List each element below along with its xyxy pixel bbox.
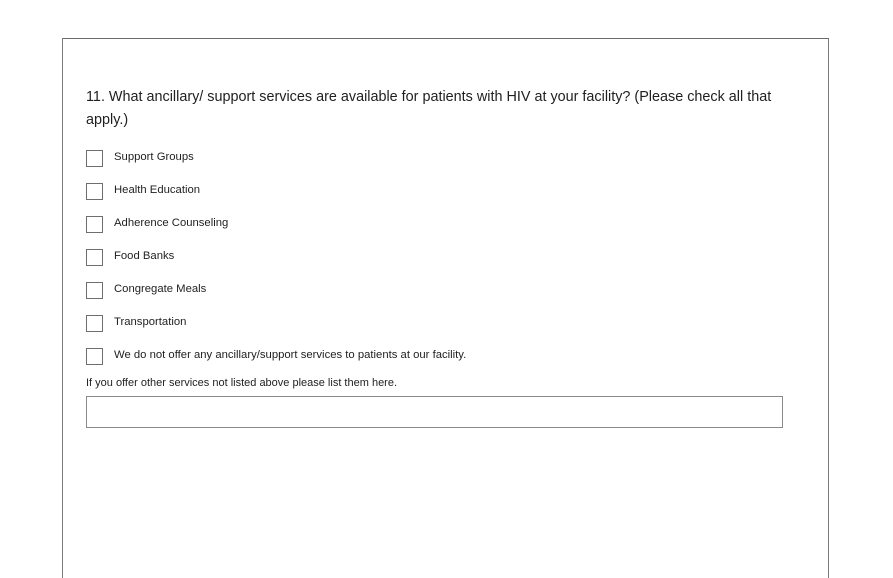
option-label: Congregate Meals bbox=[114, 282, 207, 295]
option-label: We do not offer any ancillary/support services to patients at our facility. bbox=[114, 348, 467, 361]
other-services-label: If you offer other services not listed above please list them here. bbox=[86, 377, 398, 389]
option-label: Adherence Counseling bbox=[114, 216, 229, 229]
checkbox-congregate-meals[interactable] bbox=[86, 282, 103, 299]
checkbox-food-banks[interactable] bbox=[86, 249, 103, 266]
checkbox-transportation[interactable] bbox=[86, 315, 103, 332]
option-congregate-meals[interactable] bbox=[86, 274, 786, 307]
option-label: Food Banks bbox=[114, 249, 175, 262]
option-adherence-counseling[interactable] bbox=[86, 208, 786, 241]
checkbox-adherence-counseling[interactable] bbox=[86, 216, 103, 233]
option-food-banks[interactable] bbox=[86, 241, 786, 274]
option-label: Health Education bbox=[114, 183, 201, 196]
other-services-input[interactable] bbox=[86, 396, 783, 428]
checkbox-no-services[interactable] bbox=[86, 348, 103, 365]
checkbox-support-groups[interactable] bbox=[86, 150, 103, 167]
option-health-education[interactable] bbox=[86, 175, 786, 208]
question-text: 11. What ancillary/ support services are available for patients with HIV at your facility? (Please check all that apply.) bbox=[86, 89, 772, 128]
option-label: Support Groups bbox=[114, 150, 194, 163]
checkbox-health-education[interactable] bbox=[86, 183, 103, 200]
options-list bbox=[86, 142, 786, 373]
option-no-services[interactable] bbox=[86, 340, 786, 373]
option-label: Transportation bbox=[114, 315, 187, 328]
option-support-groups[interactable] bbox=[86, 142, 786, 175]
option-transportation[interactable] bbox=[86, 307, 786, 340]
